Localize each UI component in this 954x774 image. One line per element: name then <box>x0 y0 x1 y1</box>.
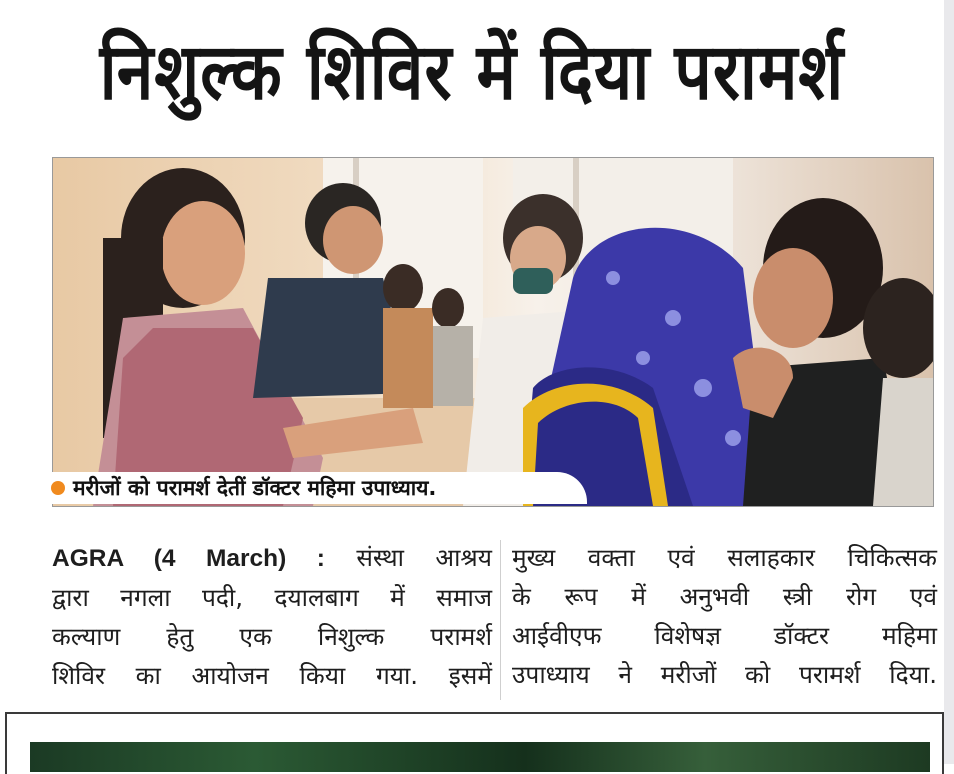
column-line: उपाध्याय ने मरीजों को परामर्श दिया. <box>512 660 937 689</box>
photo-caption <box>42 472 587 504</box>
column-line: कल्याण हेतु एक निशुल्क परामर्श <box>52 622 492 651</box>
column-divider <box>500 540 501 700</box>
column-line: मुख्य वक्ता एवं सलाहकार चिकित्सक <box>512 543 937 572</box>
article-column-left <box>52 538 492 695</box>
column-line: द्वारा नगला पदी, दयालबाग में समाज <box>52 583 492 612</box>
column-line: शिविर का आयोजन किया गया. इसमें <box>52 661 492 690</box>
caption-text: मरीजों को परामर्श देतीं डॉक्टर महिमा उपाध्याय. <box>73 476 437 500</box>
page-edge <box>944 0 954 764</box>
column-line: के रूप में अनुभवी स्त्री रोग एवं <box>512 582 937 611</box>
column-line: आईवीएफ विशेषज्ञ डॉक्टर महिमा <box>512 621 937 650</box>
photo-illustration <box>53 158 933 506</box>
article-photo <box>52 157 934 507</box>
article-column-right <box>512 538 937 694</box>
caption-bullet-icon <box>51 481 65 495</box>
column-line <box>52 538 492 578</box>
article-headline: निशुल्क शिविर में दिया परामर्श <box>99 26 845 118</box>
dateline: AGRA (4 March) : <box>52 545 325 572</box>
next-article-photo <box>30 742 930 772</box>
column-line-text: संस्था आश्रय <box>356 543 492 572</box>
